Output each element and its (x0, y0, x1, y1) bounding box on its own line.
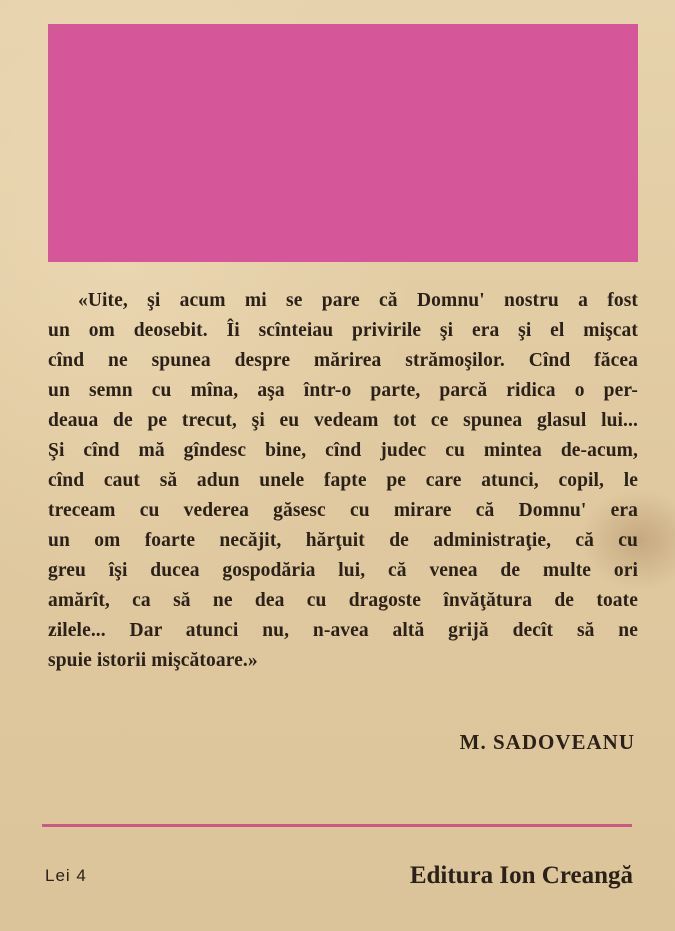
quote-line: un semn cu mîna, aşa într-o parte, parcă ridica o per- (48, 380, 638, 401)
pink-color-block (48, 24, 638, 262)
quote-line: spuie istorii mişcătoare.» (48, 650, 258, 671)
author-name: M. SADOVEANU (459, 730, 635, 754)
quote-line: deaua de pe trecut, şi eu vedeam tot ce spunea glasul lui... (48, 410, 638, 431)
quote-line: zilele... Dar atunci nu, n-avea altă grijă decît să ne (48, 620, 638, 641)
quote-text (48, 286, 638, 676)
quote-line: cînd ne spunea despre mărirea strămoşilor. Cînd făcea (48, 350, 638, 371)
quote-line: greu îşi ducea gospodăria lui, că venea de multe ori (48, 560, 638, 581)
quote-line: amărît, ca să ne dea cu dragoste învăţătura de toate (48, 590, 638, 611)
quote-line: cînd caut să adun unele fapte pe care atunci, copil, le (48, 470, 638, 491)
quote-line: treceam cu vederea găsesc cu mirare că Domnu' era (48, 500, 638, 521)
quote-line: un om deosebit. Îi scînteiau privirile şi era şi el mişcat (48, 320, 638, 341)
price-label: Lei 4 (45, 866, 87, 885)
quote-line: un om foarte necăjit, hărţuit de administraţie, că cu (48, 530, 638, 551)
quote-line: Şi cînd mă gîndesc bine, cînd judec cu mintea de-acum, (48, 440, 638, 461)
quote-line: «Uite, şi acum mi se pare că Domnu' nostru a fost (78, 290, 638, 311)
publisher-name: Editura Ion Creangă (409, 862, 633, 889)
divider-line (42, 824, 632, 827)
